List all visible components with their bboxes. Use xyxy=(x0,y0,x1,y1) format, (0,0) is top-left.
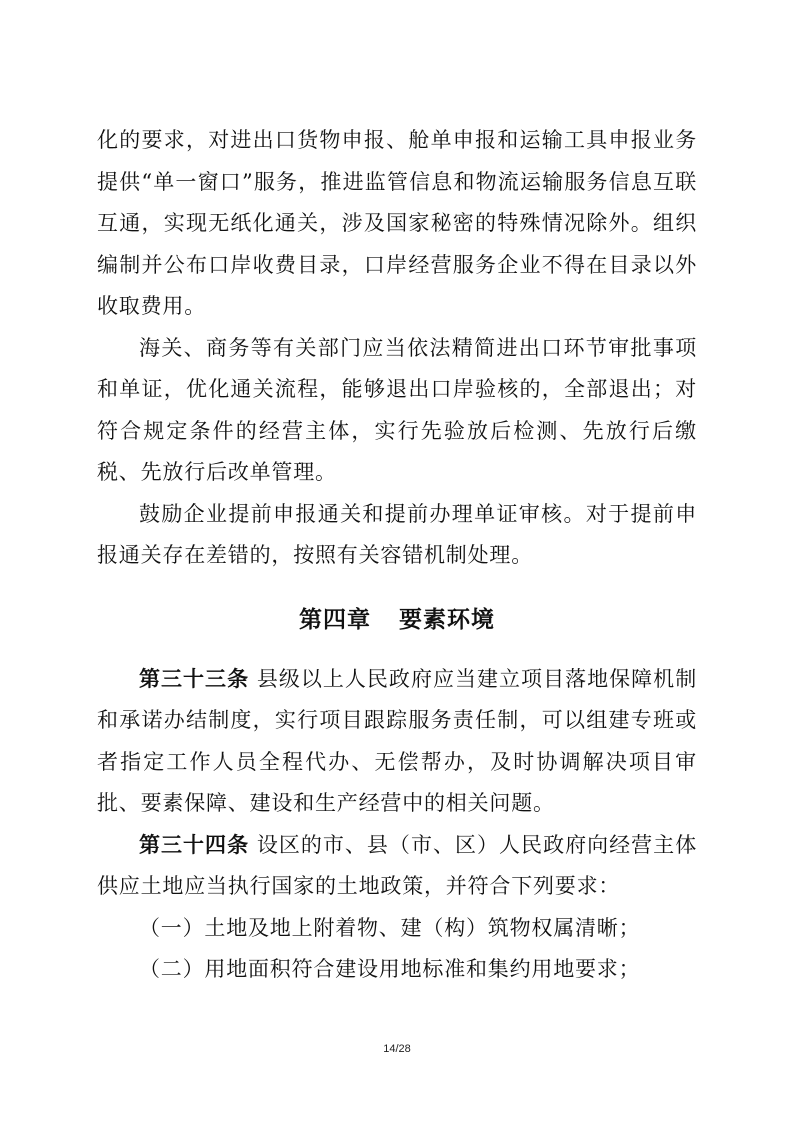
article-33-heading: 第三十三条 xyxy=(139,666,250,691)
paragraph-continued: 化的要求，对进出口货物申报、舱单申报和运输工具申报业务提供“单一窗口”服务，推进监管信息和物流运输服务信息互联互通，实现无纸化通关，涉及国家秘密的特殊情况除外。组织编制并公布口岸收费目录，口岸经营服务企业不得在目录以外收取费用。 xyxy=(97,128,697,318)
document-body xyxy=(97,120,697,991)
article-34 xyxy=(97,825,697,908)
paragraph-customs: 海关、商务等有关部门应当依法精简进出口环节审批事项和单证，优化通关流程，能够退出口岸验核的，全部退出；对符合规定条件的经营主体，实行先验放后检测、先放行后缴税、先放行后改单管理。 xyxy=(97,335,697,484)
article-34-item-2: （二）用地面积符合建设用地标准和集约用地要求； xyxy=(139,957,641,981)
article-34-heading: 第三十四条 xyxy=(139,832,250,857)
article-34-body: 设区的市、县（市、区）人民政府向经营主体供应土地应当执行国家的土地政策，并符合下列要求： xyxy=(97,832,698,898)
chapter-title: 要素环境 xyxy=(399,606,495,633)
article-33 xyxy=(97,659,697,825)
article-33-body: 县级以上人民政府应当建立项目落地保障机制和承诺办结制度，实行项目跟踪服务责任制，可以组建专班或者指定工作人员全程代办、无偿帮办，及时协调解决项目审批、要素保障、建设和生产经营中的相关问题。 xyxy=(97,666,698,815)
page-number: 14/28 xyxy=(383,1043,411,1055)
paragraph-early-declaration: 鼓励企业提前申报通关和提前办理单证审核。对于提前申报通关存在差错的，按照有关容错机制处理。 xyxy=(97,501,697,567)
chapter-heading xyxy=(97,595,697,645)
article-34-item-1: （一）土地及地上附着物、建（构）筑物权属清晰； xyxy=(139,915,641,940)
chapter-number: 第四章 xyxy=(299,606,371,633)
